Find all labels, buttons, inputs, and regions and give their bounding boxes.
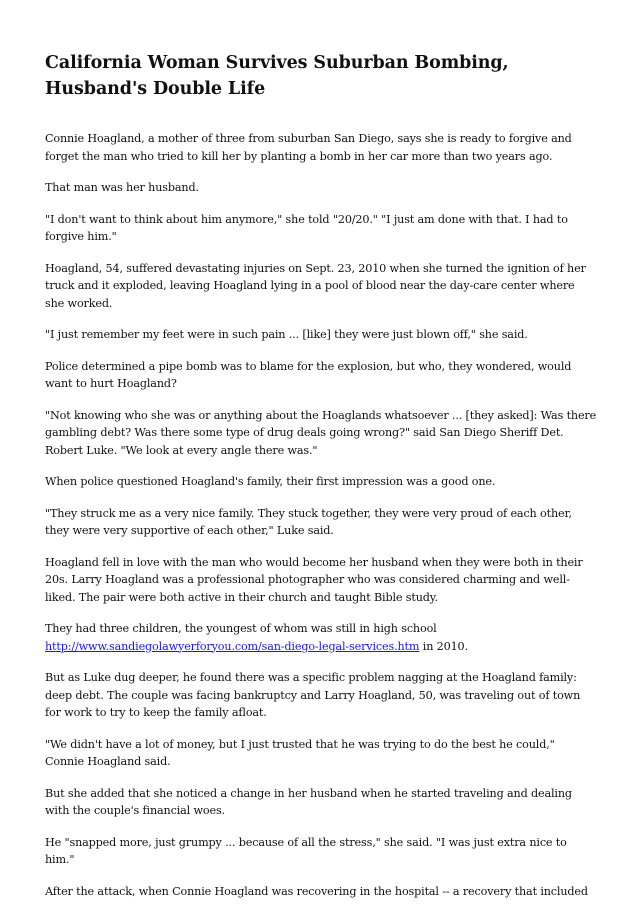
legal-services-link[interactable]: http://www.sandiegolawyerforyou.com/san-diego-legal-services.htm — [45, 639, 420, 653]
paragraph: But as Luke dug deeper, he found there was a specific problem nagging at the Hoagland family: deep debt. The couple was facing bankruptcy and Larry Hoagland, 50, was traveling out of town for work to try to keep the family afloat. — [45, 671, 581, 719]
article-title: California Woman Survives Suburban Bombing, Husband's Double Life — [45, 53, 509, 99]
paragraph-with-link — [45, 620, 597, 655]
paragraph: "Not knowing who she was or anything about the Hoaglands whatsoever ... [they asked]: Was there gambling debt? Was there some type of drug deals going wrong?" said San Diego Sheriff Det. Robert Luke. "We look at every angle there was." — [45, 408, 597, 457]
paragraph: After the attack, when Connie Hoagland was recovering in the hospital -- a recovery that included — [45, 884, 588, 898]
paragraph: "They struck me as a very nice family. They stuck together, they were very proud of each other, they were very supportive of each other," Luke said. — [45, 506, 572, 537]
paragraph: When police questioned Hoagland's family, their first impression was a good one. — [45, 475, 496, 488]
paragraph: "We didn't have a lot of money, but I just trusted that he was trying to do the best he could," Connie Hoagland said. — [45, 737, 555, 768]
paragraph: Hoagland fell in love with the man who would become her husband when they were both in their 20s. Larry Hoagland was a professional photographer who was considered charming and well-liked. The pair were both active in their church and taught Bible study. — [45, 555, 583, 604]
paragraph: "I don't want to think about him anymore," she told "20/20." "I just am done with that. I had to forgive him." — [45, 212, 568, 243]
paragraph: "I just remember my feet were in such pain ... [like] they were just blown off," she said. — [45, 328, 528, 341]
paragraph: Police determined a pipe bomb was to blame for the explosion, but who, they wondered, would want to hurt Hoagland? — [45, 359, 572, 390]
paragraph: That man was her husband. — [45, 181, 199, 194]
document-page — [45, 50, 597, 914]
paragraph: Hoagland, 54, suffered devastating injuries on Sept. 23, 2010 when she turned the ignition of her truck and it exploded, leaving Hoagland lying in a pool of blood near the day-care center where she worked. — [45, 261, 586, 310]
paragraph: Connie Hoagland, a mother of three from suburban San Diego, says she is ready to forgive and forget the man who tried to kill her by planting a bomb in her car more than two years ago. — [45, 132, 572, 163]
paragraph: He "snapped more, just grumpy ... because of all the stress," she said. "I was just extra nice to him." — [45, 835, 567, 866]
paragraph: But she added that she noticed a change in her husband when he started traveling and dealing with the couple's financial woes. — [45, 786, 572, 817]
paragraph-text: They had three children, the youngest of whom was still in high school — [45, 622, 437, 635]
paragraph-text: in 2010. — [419, 639, 468, 653]
